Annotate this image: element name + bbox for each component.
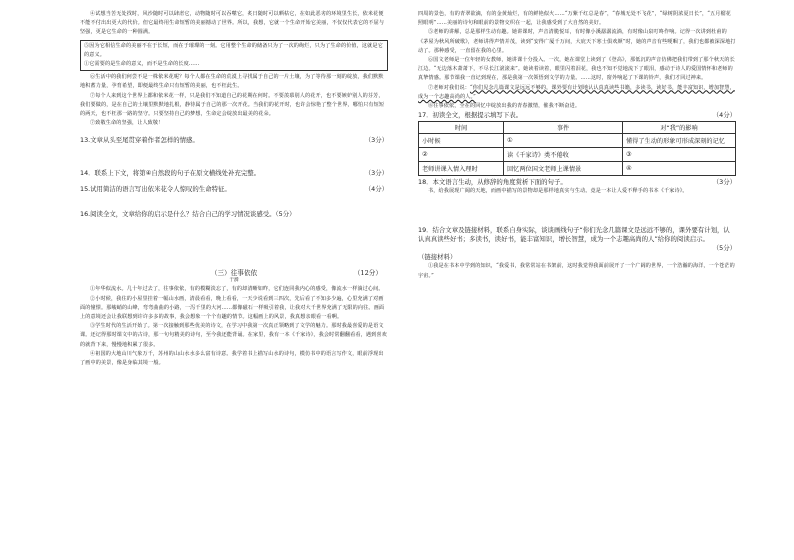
bordered-paragraph-box — [80, 40, 388, 72]
boxed-line: ⑤因为它相信生命的美丽不在于长短，而在于璀璨的一刻。它用整个生命的储备只为了一次的绚烂，只为了生命的价值，这就是它的意义。 — [84, 42, 383, 58]
table-cell: 读《千家诗》类不倦收 — [504, 148, 623, 162]
table-cell: 回忆两位国文老师上课情景 — [504, 162, 623, 176]
table-cell: 老师讲课入情入理时 — [419, 162, 504, 176]
reading-paragraph: ⑧往事依依，全在的回忆中绽放出我的青春激情，催我不断奋进。 — [428, 103, 581, 110]
table-cell: 懂得了生动的形象可形成深刻的记忆 — [623, 134, 736, 148]
question-19-points-row — [418, 244, 736, 253]
table-header-cell: 事件 — [504, 122, 623, 134]
table-header-row — [419, 122, 736, 134]
question-14-text: 14．联系上下文，将第④自然段的句子在原文横线处补充完整。 — [80, 169, 261, 178]
question-18-quote: 书，给我展现广阔的天地，而画中描写的景物却是那样地真实与生动。竟是一本让人爱不释手的书本《千家诗》。 — [428, 188, 688, 195]
reading-paragraph: ⑤老师的讲解，总是那样生动有趣。她讲课时，声音清脆悦耳，有时像小溪潺潺流淌，有时像山泉叮咚作响。记得一次讲到杜甫的《茅屋为秋风所破歌》，老师讲得声情并茂，读到“安得广厦千万间，大庇天下寒士俱欢颜”时，她的声音有些哽咽了，我们也都被深深地打动了。那种感受，一直留在我的心里。 — [418, 29, 736, 54]
question-19 — [418, 226, 736, 244]
section-3-heading: （三）往事依依 — [210, 269, 258, 278]
right-column — [418, 10, 736, 281]
reading-paragraph: ④试想当苦无处找时，风沙随时可以肆虐它，动物随时可以吞噬它，炙日随时可以晒枯它，在如此恶劣的环境里生长，依米花便不能不付出出更大的代价。但它最终用生命短暂的美丽撼动了世界。所以，我想，它就一个生命开始它美丽，不仅仅代表它的不屈与坚强，更是它生命的一种圆满。 — [80, 11, 385, 36]
reading-paragraph: ⑦致敬生命的坚强，让人致敬！ — [90, 120, 164, 127]
table-cell: ④ — [623, 162, 736, 176]
reading-paragraph: ④祖国的大地山川气象万千，苏州的山山水水多么富有诗意。我学着书上描写山水的诗句，模仿书中的语言写作文，眼前浮现出了画中的美景，像是身临其境一般。 — [80, 350, 384, 367]
question-19-points: （5分） — [712, 244, 736, 253]
table-cell: ③ — [623, 148, 736, 162]
question-14-points: （3分） — [364, 169, 388, 178]
question-13-points: （3分） — [364, 136, 388, 145]
question-13-text: 13.文章从头至尾贯穿着作者怎样的情感。 — [80, 136, 199, 145]
table-cell: ① — [504, 134, 623, 148]
reading-paragraph: ⑥生活中的我们何尝不是一株依米花呢？每个人都在生命的荒漠上寻找属于自己的一片土壤，为了等待那一刻的绽放，我们默默地积蓄力量，孕育希望，即便最终生命只有短暂的美丽，也不枉此生。 — [80, 74, 384, 90]
reading-paragraph: ⑥国文老师是一位年轻的女教师，她讲课十分投入。一次，她在课堂上读到了《登高》，那低沉的声音仿佛把我们带到了那个秋天的长江边。“无边落木萧萧下，不尽长江滚滚来”。她读着读着，眼里闪着泪花，我也不知不觉地流下了眼泪，感动于诗人的爱国情怀和老师的真挚情感。那节课我一直记到现在，那是我第一次领悟到文学的力量。……这时，窗外响起了下课的铃声，我们才回过神来。 — [418, 57, 735, 82]
question-17-points: （4分） — [712, 111, 736, 120]
question-17-text: 17．初读全文，根据提示填写下表。 — [418, 111, 522, 120]
table-cell: ② — [419, 148, 504, 162]
left-column — [80, 10, 388, 368]
question-13 — [80, 136, 388, 145]
link-material-text: ①我是在书本中学到的知识，“我爱书，我常常站在书架前，这时我觉得我面前展开了一个广阔的世界，一个浩瀚的海洋，一个苍茫的宇宙。” — [418, 263, 735, 279]
section-3-points: （12分） — [353, 269, 382, 278]
answer-table — [418, 121, 736, 176]
section-3-title — [80, 269, 388, 278]
question-19-text: 19．结合文章及链接材料，联系自身实际，谈谈画线句子“你们光念几篇课文是远远不够的，课外要有计划，认认真真读些好书；多读书，读好书，能丰富知识，增长智慧，成为一个志趣高尚的人”给你的阅读启示。 — [418, 226, 730, 244]
question-15-points: （4分） — [364, 185, 388, 194]
link-material-title: （链接材料） — [418, 253, 457, 262]
table-header-cell: 时间 — [419, 122, 504, 134]
reading-paragraph: ②小时候，我住的小屋里挂着一幅山水画，清晨看看，晚上看看，一天少说看到三四次，先后看了不知多少遍，心里充满了对画面的憧憬。那峻峭的山峰，弯弯曲曲的小路，一泻千里的大河……都像磁石一样吸引着我，让我对大千世界充满了无限的向往。画面上的意境还会让我联想到许许多多的故事，我会想象一个个有趣的情节。这幅画上的风景，我真想亲眼看一看啊。 — [80, 295, 385, 321]
underlined-quote: “你们见念几篇课文是远远不够的，课外要有计划地认认真真读些书籍，多读书，读好书，能丰富知识，增加智慧，成为一个志趣高尚的人。” — [418, 84, 735, 100]
question-18-points: （3分） — [712, 178, 736, 187]
reading-paragraph: ①年华似流水。几十年过去了，往事依依，有的模糊淡忘了，有的却清晰如昨，它们连同我内心的感受，像流水一样淌过心间。 — [90, 286, 384, 293]
question-15-text: 15.试用简洁的语言写出依米花令人惊叹的生命特征。 — [80, 185, 231, 194]
reading-paragraph: ⑦每个人来到这个世界上都和依米花一样，只是我们不知道自己的花期在何时。不要羡慕别人的花开，也不要嫉妒别人的芬芳，我们要做的，是在自己的土壤里默默地扎根，静待属于自己的那一次开花。当我们的花开时，也许会惊艳了整个世界，哪怕只有短短的两天，也不枉那一路的坚守。只要坚持自己的梦想，生命定会绽放出最美的花朵。 — [80, 92, 385, 118]
question-17 — [418, 111, 736, 120]
question-15 — [80, 185, 388, 194]
boxed-line: ①它需要的是生命的意义，而不是生命的长度…… — [84, 61, 200, 68]
question-14 — [80, 169, 388, 178]
teacher-quote-intro: ⑦老师对我们说： — [428, 84, 470, 91]
table-row — [419, 148, 736, 162]
author-name: 于漪 — [229, 278, 239, 284]
table-row — [419, 134, 736, 148]
reading-paragraph — [418, 84, 736, 102]
reading-paragraph: ③学生时代的生活开始了。第一次接触到那些优美的诗文，在学习中我第一次真正领略到了文学的魅力。那时我最喜爱的是语文课。还记得那时课文中的古诗，那一句句精美的诗句，至今我还能背诵。在家里，我有一本《千家诗》，我会时常翻翻看看，遇到喜欢的就背下来，慢慢地积累了很多。 — [80, 323, 387, 348]
question-18 — [418, 178, 736, 187]
question-16-text: 16.阅读全文，文章给你的启示是什么？结合自己的学习情况谈感受。（5分） — [80, 210, 296, 219]
table-header-cell: 对“我”的影响 — [623, 122, 736, 134]
question-18-text: 18．本文语言生动，从修辞的角度赏析下面的句子。 — [418, 178, 567, 187]
reading-paragraph: 四周的景色，有的青翠欲滴，有的金黄灿烂，有的鲜艳似火……“万紫千红总是春”，“春城无处不飞花”，“绿树阴浓夏日长”，“五月榴花照眼明”……美丽的诗句和眼前的景物交织在一起，让我感受到了大自然的美好。 — [418, 11, 731, 27]
question-16 — [80, 210, 388, 219]
table-row — [419, 162, 736, 176]
table-cell: 小时候 — [419, 134, 504, 148]
